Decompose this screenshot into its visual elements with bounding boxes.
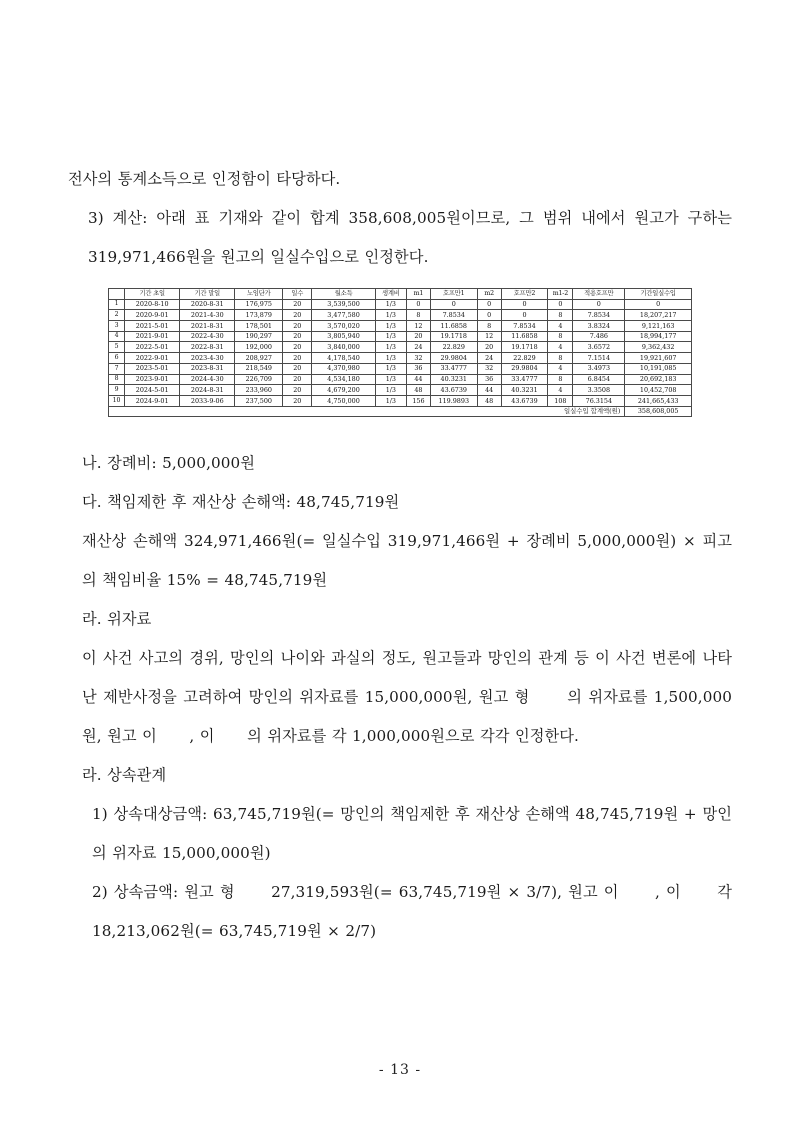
table-cell: 20 (283, 363, 312, 374)
table-cell: 8 (406, 310, 430, 321)
table-cell: 3,840,000 (312, 342, 375, 353)
table-cell: 2033-9-06 (180, 395, 235, 406)
table-row (109, 331, 692, 342)
document-body (68, 160, 738, 277)
table-cell: 3.4973 (573, 363, 625, 374)
table-cell: 8 (477, 321, 501, 332)
table-cell: 19.1718 (430, 331, 477, 342)
table-cell: 1/3 (375, 310, 406, 321)
table-cell: 4 (548, 342, 573, 353)
table-cell: 18,994,177 (625, 331, 692, 342)
table-cell: 20 (283, 342, 312, 353)
table-cell: 12 (406, 321, 430, 332)
table-cell: 2022-8-31 (180, 342, 235, 353)
table-cell: 20 (283, 395, 312, 406)
table-cell: 226,709 (235, 374, 283, 385)
table-header-cell (109, 289, 125, 300)
table-cell: 20 (283, 321, 312, 332)
table-cell: 9,362,432 (625, 342, 692, 353)
table-cell: 20 (283, 299, 312, 310)
table-cell: 0 (477, 310, 501, 321)
table-cell: 48 (477, 395, 501, 406)
table-cell: 6.8454 (573, 374, 625, 385)
table-header-cell: 생계비 (375, 289, 406, 300)
table-cell: 3.6572 (573, 342, 625, 353)
table-header-cell: 기간일실수입 (625, 289, 692, 300)
table-cell: 2020-8-31 (180, 299, 235, 310)
table-total-row (109, 406, 692, 417)
table-cell: 18,207,217 (625, 310, 692, 321)
table-cell: 43.6739 (430, 385, 477, 396)
paragraph-inheritance-shares: 2) 상속금액: 원고 형 27,319,593원(= 63,745,719원 × 3/7), 원고 이 , 이 각 18,213,062원(= 63,745,719원 × 2/7) (92, 883, 738, 940)
table-cell: 173,879 (235, 310, 283, 321)
table-cell: 36 (477, 374, 501, 385)
table-cell: 2022-5-01 (125, 342, 180, 353)
paragraph-consolation-detail: 이 사건 사고의 경위, 망인의 나이와 과실의 정도, 원고들과 망인의 관계 등 이 사건 변론에 나타난 제반사정을 고려하여 망인의 위자료를 15,000,000원, 원고 형 의 위자료를 1,500,000원, 원고 이 , 이 의 위자료를 각 1,000,000원으로 각각 인정한다. (82, 649, 732, 745)
table-cell: 1/3 (375, 342, 406, 353)
table-row-number: 5 (109, 342, 125, 353)
table-cell: 40.3231 (430, 374, 477, 385)
table-cell: 76.3154 (573, 395, 625, 406)
table-row (109, 395, 692, 406)
table-cell: 4 (548, 385, 573, 396)
table-cell: 2021-9-01 (125, 331, 180, 342)
table-cell: 19,921,607 (625, 353, 692, 364)
table-cell: 3,570,020 (312, 321, 375, 332)
table-cell: 4 (548, 363, 573, 374)
table-row-number: 10 (109, 395, 125, 406)
table-cell: 2023-4-30 (180, 353, 235, 364)
table-cell: 2023-5-01 (125, 363, 180, 374)
table-row (109, 299, 692, 310)
table-cell: 8 (548, 374, 573, 385)
table-header-cell: 월소득 (312, 289, 375, 300)
table-header-row (109, 289, 692, 300)
table-cell: 2022-4-30 (180, 331, 235, 342)
paragraph-consolation-heading: 라. 위자료 (82, 610, 152, 628)
table-cell: 2021-5-01 (125, 321, 180, 332)
table-cell: 20,692,183 (625, 374, 692, 385)
table-header-cell: 기간 초일 (125, 289, 180, 300)
table-header-cell: 적용호프만 (573, 289, 625, 300)
table-cell: 44 (406, 374, 430, 385)
table-row (109, 310, 692, 321)
table-cell: 2021-4-30 (180, 310, 235, 321)
paragraph-inheritance-amount: 1) 상속대상금액: 63,745,719원(= 망인의 책임제한 후 재산상 손해액 48,745,719원 + 망인의 위자료 15,000,000원) (92, 805, 732, 862)
table-cell: 2023-8-31 (180, 363, 235, 374)
table-cell: 237,500 (235, 395, 283, 406)
table-cell: 32 (406, 353, 430, 364)
table-cell: 2021-8-31 (180, 321, 235, 332)
table-cell: 0 (501, 299, 548, 310)
table-header-cell: m1-2 (548, 289, 573, 300)
table-cell: 4,370,980 (312, 363, 375, 374)
table-cell: 119.9893 (430, 395, 477, 406)
table-cell: 1/3 (375, 299, 406, 310)
page-number: - 13 - (378, 1062, 422, 1078)
table-cell: 108 (548, 395, 573, 406)
table-cell: 2024-5-01 (125, 385, 180, 396)
table-cell: 3,477,580 (312, 310, 375, 321)
table-cell: 20 (283, 310, 312, 321)
table-cell: 9,121,163 (625, 321, 692, 332)
table-cell: 24 (406, 342, 430, 353)
table-row-number: 2 (109, 310, 125, 321)
table-cell: 241,665,433 (625, 395, 692, 406)
table-header-cell: 일수 (283, 289, 312, 300)
table-cell: 20 (283, 331, 312, 342)
table-cell: 0 (625, 299, 692, 310)
table-row (109, 342, 692, 353)
table-cell: 2020-8-10 (125, 299, 180, 310)
table-cell: 2024-8-31 (180, 385, 235, 396)
table-header-cell: m1 (406, 289, 430, 300)
table-cell: 43.6739 (501, 395, 548, 406)
table-cell: 2023-9-01 (125, 374, 180, 385)
table-cell: 29.9804 (430, 353, 477, 364)
table-header-cell: 기간 말일 (180, 289, 235, 300)
table-cell: 3.3508 (573, 385, 625, 396)
table-row-number: 3 (109, 321, 125, 332)
table-cell: 2022-9-01 (125, 353, 180, 364)
table-cell: 40.3231 (501, 385, 548, 396)
table-cell: 22.829 (430, 342, 477, 353)
table-cell: 2020-9-01 (125, 310, 180, 321)
table-cell: 1/3 (375, 385, 406, 396)
table-cell: 33.4777 (430, 363, 477, 374)
table-row-number: 7 (109, 363, 125, 374)
table-row-number: 1 (109, 299, 125, 310)
table-cell: 8 (548, 310, 573, 321)
table-cell: 233,960 (235, 385, 283, 396)
table-body (109, 299, 692, 406)
table-cell: 4 (548, 321, 573, 332)
table-cell: 156 (406, 395, 430, 406)
table-cell: 7.8534 (501, 321, 548, 332)
table-cell: 10,191,085 (625, 363, 692, 374)
table-cell: 29.9804 (501, 363, 548, 374)
table-row (109, 363, 692, 374)
total-label-cell: 일실수입 합계액(원) (109, 406, 625, 417)
table-header-cell: 호프만2 (501, 289, 548, 300)
table-cell: 22.829 (501, 353, 548, 364)
table-cell: 20 (406, 331, 430, 342)
table-cell: 2024-4-30 (180, 374, 235, 385)
table-cell: 12 (477, 331, 501, 342)
table-cell: 1/3 (375, 321, 406, 332)
lost-income-table-container (108, 288, 692, 417)
document-body-lower (68, 444, 738, 951)
table-cell: 208,927 (235, 353, 283, 364)
table-cell: 4,178,540 (312, 353, 375, 364)
table-cell: 1/3 (375, 331, 406, 342)
total-value-cell: 358,608,005 (625, 406, 692, 417)
table-header-cell: 호프만1 (430, 289, 477, 300)
paragraph-funeral-cost: 나. 장례비: 5,000,000원 (82, 454, 256, 472)
table-cell: 8 (548, 331, 573, 342)
table-header (109, 289, 692, 300)
table-row-number: 6 (109, 353, 125, 364)
table-cell: 20 (283, 385, 312, 396)
paragraph-statistical-income: 전사의 통계소득으로 인정함이 타당하다. (68, 170, 341, 188)
table-cell: 0 (430, 299, 477, 310)
table-cell: 11.6858 (430, 321, 477, 332)
table-header-cell: m2 (477, 289, 501, 300)
table-cell: 176,975 (235, 299, 283, 310)
table-cell: 0 (501, 310, 548, 321)
table-cell: 7.486 (573, 331, 625, 342)
table-cell: 0 (406, 299, 430, 310)
lost-income-table (108, 288, 692, 417)
table-cell: 33.4777 (501, 374, 548, 385)
paragraph-property-damage-formula: 재산상 손해액 324,971,466원(= 일실수입 319,971,466원 + 장례비 5,000,000원) × 피고의 책임비율 15% = 48,745,719원 (82, 532, 732, 589)
table-cell: 218,549 (235, 363, 283, 374)
table-cell: 4,750,000 (312, 395, 375, 406)
table-row-number: 8 (109, 374, 125, 385)
table-cell: 1/3 (375, 363, 406, 374)
table-cell: 190,297 (235, 331, 283, 342)
table-cell: 192,000 (235, 342, 283, 353)
table-cell: 7.1514 (573, 353, 625, 364)
table-cell: 0 (477, 299, 501, 310)
table-cell: 20 (477, 342, 501, 353)
table-cell: 19.1718 (501, 342, 548, 353)
table-cell: 48 (406, 385, 430, 396)
table-cell: 3,539,500 (312, 299, 375, 310)
table-cell: 1/3 (375, 353, 406, 364)
table-cell: 20 (283, 374, 312, 385)
table-row-number: 4 (109, 331, 125, 342)
table-cell: 4,679,200 (312, 385, 375, 396)
table-cell: 4,534,180 (312, 374, 375, 385)
table-row (109, 385, 692, 396)
table-cell: 1/3 (375, 374, 406, 385)
table-cell: 2024-9-01 (125, 395, 180, 406)
table-row (109, 374, 692, 385)
table-footer (109, 406, 692, 417)
table-cell: 10,452,708 (625, 385, 692, 396)
table-cell: 0 (573, 299, 625, 310)
table-cell: 1/3 (375, 395, 406, 406)
table-cell: 24 (477, 353, 501, 364)
paragraph-inheritance-heading: 라. 상속관계 (82, 766, 167, 784)
table-row-number: 9 (109, 385, 125, 396)
table-row (109, 353, 692, 364)
table-cell: 11.6858 (501, 331, 548, 342)
paragraph-property-damage-after-limit: 다. 책임제한 후 재산상 손해액: 48,745,719원 (82, 493, 400, 511)
table-cell: 32 (477, 363, 501, 374)
table-cell: 8 (548, 353, 573, 364)
table-cell: 7.8534 (430, 310, 477, 321)
table-cell: 3.8324 (573, 321, 625, 332)
table-cell: 44 (477, 385, 501, 396)
table-cell: 3,805,940 (312, 331, 375, 342)
paragraph-calculation-intro: 3) 계산: 아래 표 기재와 같이 합계 358,608,005원이므로, 그 범위 내에서 원고가 구하는 319,971,466원을 원고의 일실수입으로 인정한다. (88, 209, 738, 266)
table-cell: 178,501 (235, 321, 283, 332)
table-cell: 7.8534 (573, 310, 625, 321)
table-header-cell: 노임단가 (235, 289, 283, 300)
table-cell: 0 (548, 299, 573, 310)
table-cell: 20 (283, 353, 312, 364)
table-row (109, 321, 692, 332)
table-cell: 36 (406, 363, 430, 374)
